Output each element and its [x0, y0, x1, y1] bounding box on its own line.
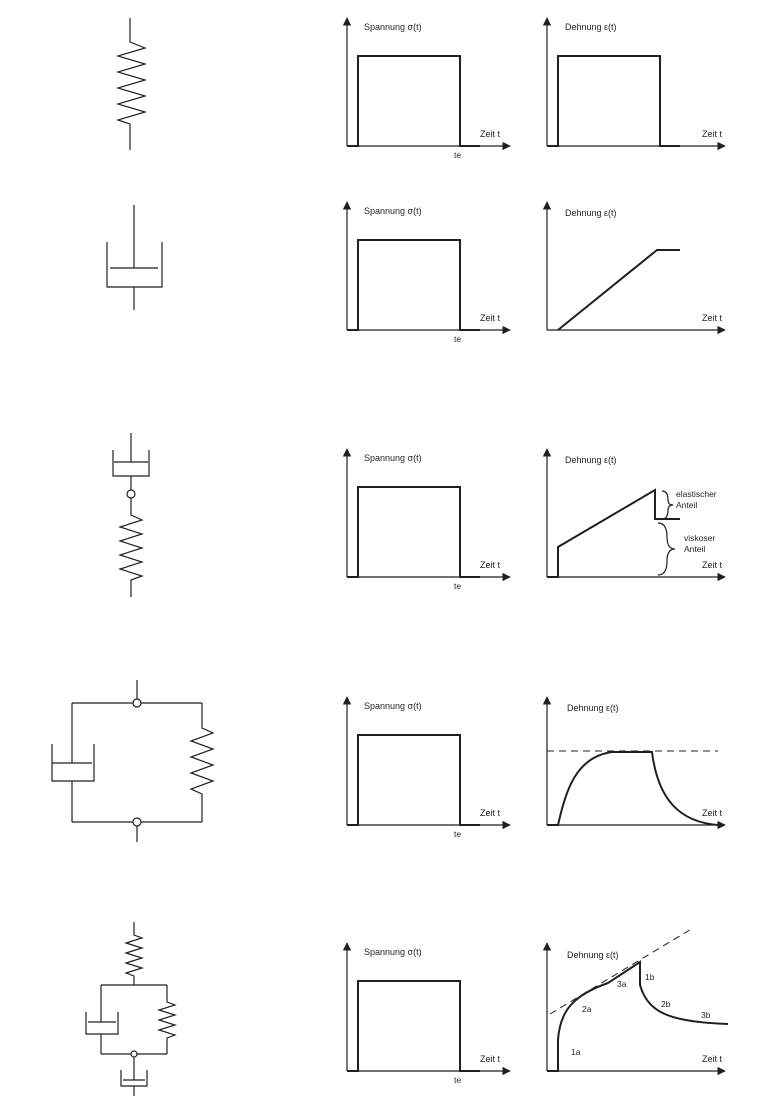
time-axis-label: Zeit t: [702, 313, 723, 323]
row-kelvin-voigt: [52, 680, 725, 842]
strain-plot-2: [547, 202, 725, 330]
time-axis-label: Zeit t: [702, 560, 723, 570]
asymptote-dashed: [550, 928, 693, 1014]
te-label: te: [454, 150, 462, 160]
region-3b: 3b: [701, 1010, 711, 1020]
viscous-brace: [658, 523, 675, 575]
stress-plot-2: [347, 202, 510, 344]
strain-curve: [547, 490, 680, 577]
region-1b: 1b: [645, 972, 655, 982]
kelvin-voigt-model: [52, 680, 213, 842]
row-maxwell: [113, 433, 725, 597]
strain-plot-3: [547, 449, 725, 577]
time-axis-label: Zeit t: [480, 129, 501, 139]
te-label: te: [454, 1075, 462, 1085]
elastic-label-line2: Anteil: [676, 500, 698, 510]
dashpot-model: [107, 205, 162, 310]
burgers-model: [86, 922, 175, 1096]
time-axis-label: Zeit t: [702, 129, 723, 139]
stress-curve: [347, 240, 480, 330]
elastic-brace: [662, 491, 673, 519]
row-burgers: [86, 922, 728, 1096]
strain-curve: [558, 250, 680, 330]
region-2b: 2b: [661, 999, 671, 1009]
stress-curve: [347, 981, 480, 1071]
stress-curve: [347, 56, 480, 146]
time-axis-label: Zeit t: [480, 808, 501, 818]
stress-curve: [347, 735, 480, 825]
strain-curve: [547, 56, 680, 146]
stress-axis-label: Spannung σ(t): [364, 701, 422, 711]
time-axis-label: Zeit t: [480, 1054, 501, 1064]
time-axis-label: Zeit t: [702, 1054, 723, 1064]
stress-plot-3: [347, 449, 510, 591]
stress-plot-5: [347, 943, 510, 1085]
stress-axis-label: Spannung σ(t): [364, 947, 422, 957]
strain-curve: [547, 752, 718, 825]
viscous-label-line1: viskoser: [684, 533, 716, 543]
maxwell-model: [113, 433, 149, 597]
strain-axis-label: Dehnung ε(t): [565, 208, 617, 218]
time-axis-label: Zeit t: [480, 560, 501, 570]
viscous-label-line2: Anteil: [684, 544, 706, 554]
strain-axis-label: Dehnung ε(t): [565, 22, 617, 32]
strain-plot-1: [547, 18, 725, 146]
strain-plot-5: [547, 928, 728, 1071]
te-label: te: [454, 334, 462, 344]
te-label: te: [454, 581, 462, 591]
stress-axis-label: Spannung σ(t): [364, 22, 422, 32]
time-axis-label: Zeit t: [480, 313, 501, 323]
row-dashpot: [107, 202, 725, 344]
stress-plot-4: [347, 697, 510, 839]
region-3a: 3a: [617, 979, 627, 989]
strain-axis-label: Dehnung ε(t): [567, 950, 619, 960]
te-label: te: [454, 829, 462, 839]
spring-model: [118, 18, 145, 150]
stress-axis-label: Spannung σ(t): [364, 206, 422, 216]
region-2a: 2a: [582, 1004, 592, 1014]
row-spring: [118, 18, 725, 160]
stress-plot-1: [347, 18, 510, 160]
elastic-label-line1: elastischer: [676, 489, 717, 499]
stress-curve: [347, 487, 480, 577]
strain-axis-label: Dehnung ε(t): [565, 455, 617, 465]
strain-axis-label: Dehnung ε(t): [567, 703, 619, 713]
region-1a: 1a: [571, 1047, 581, 1057]
stress-axis-label: Spannung σ(t): [364, 453, 422, 463]
time-axis-label: Zeit t: [702, 808, 723, 818]
strain-plot-4: [547, 697, 725, 825]
